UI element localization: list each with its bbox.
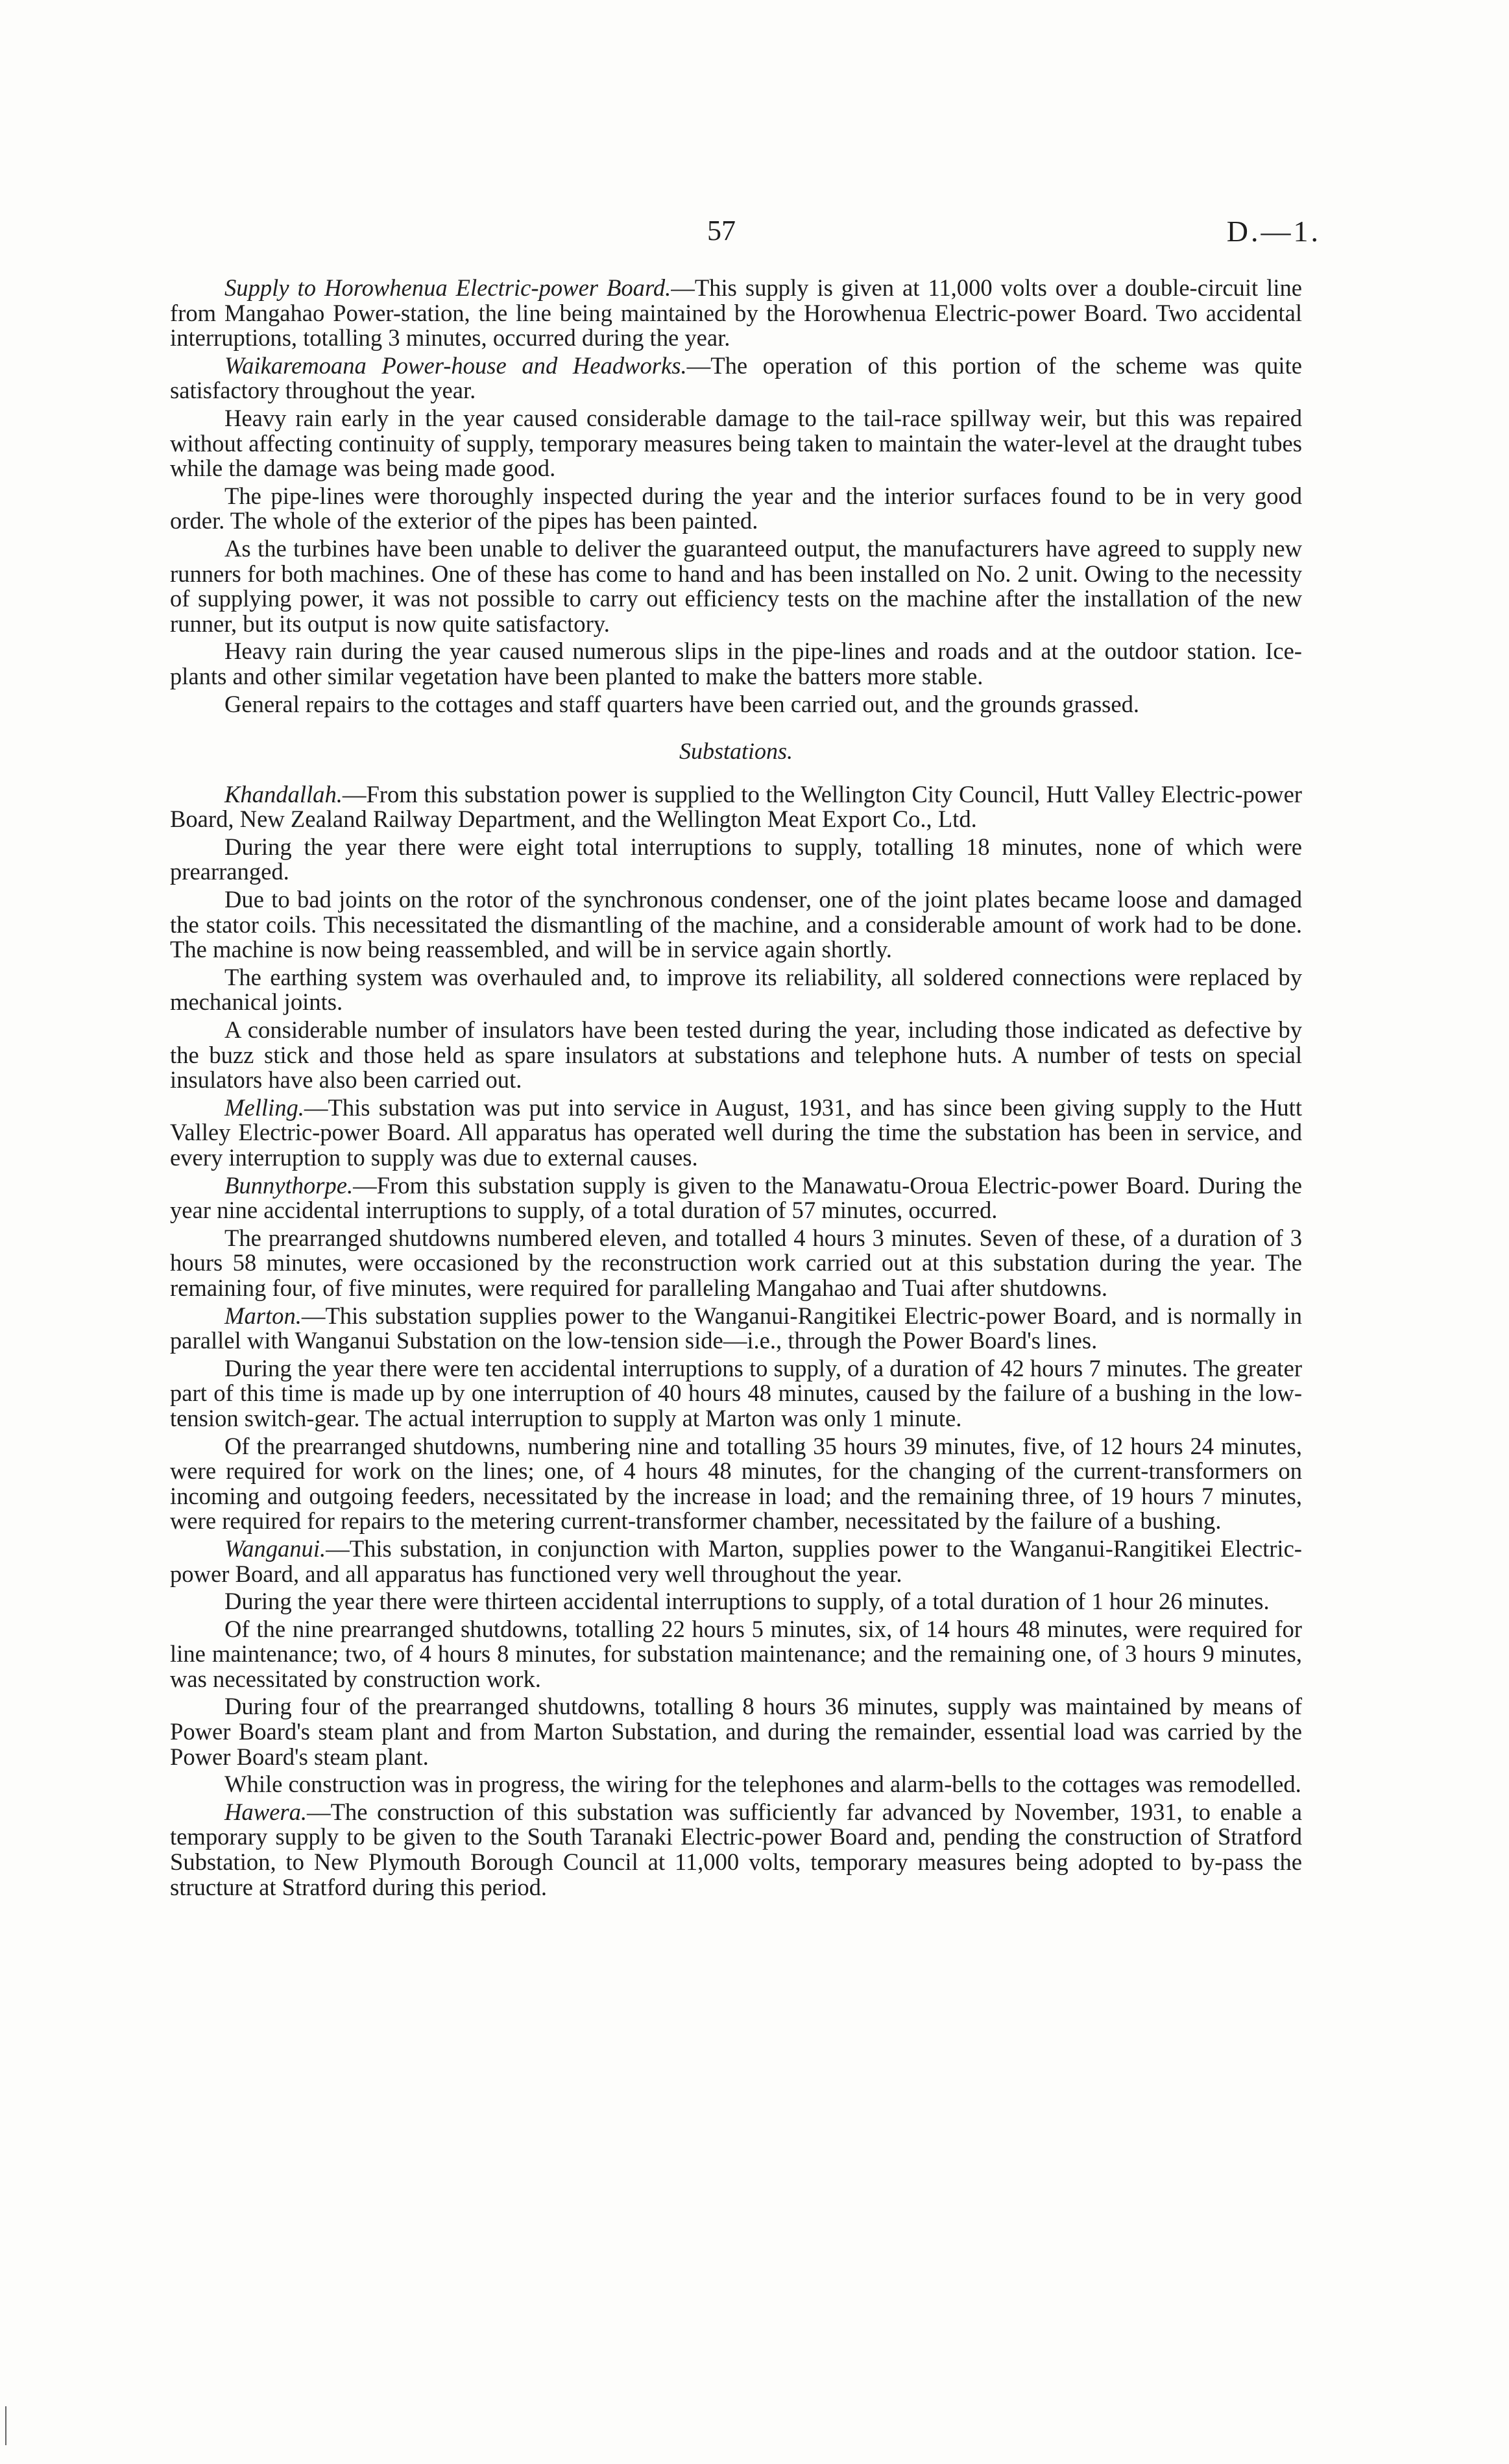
- paragraph-text: —From this substation supply is given to the Manawatu-Oroua Electric-power Board. During the year nine accidental interruptions to supply, of a total duration of 57 minutes, occurred.: [170, 1171, 1302, 1224]
- paragraph: [170, 1173, 1302, 1223]
- paragraph: [170, 639, 1302, 689]
- document-reference: D.—1.: [1226, 215, 1321, 248]
- paragraph: [170, 1018, 1302, 1093]
- substations-section: [170, 782, 1302, 1900]
- paragraph-text: —From this substation power is supplied to the Wellington City Council, Hutt Valley Electric-power Board, New Zealand Railway Department, and the Wellington Meat Export Co., Ltd.: [170, 780, 1302, 833]
- paragraph-lead: Bunnythorpe.: [224, 1171, 354, 1199]
- paragraph-text: Heavy rain early in the year caused considerable damage to the tail-race spillway weir, but this was repaired without affecting continuity of supply, temporary measures being taken to maintain the water-level at the draught tubes while the damage was being made good.: [170, 404, 1302, 482]
- paragraph-text: Of the nine prearranged shutdowns, totalling 22 hours 5 minutes, six, of 14 hours 48 minutes, were required for line maintenance; two, of 4 hours 8 minutes, for substation maintenance; and the remaining one, of 3 hours 9 minutes, was necessitated by construction work.: [170, 1615, 1302, 1692]
- paragraph-text: —This substation was put into service in August, 1931, and has since been giving supply to the Hutt Valley Electric-power Board. All apparatus has operated well during the time the substation has been in service, and every interruption to supply was due to external causes.: [170, 1094, 1302, 1171]
- paragraph-text: During the year there were ten accidental interruptions to supply, of a duration of 42 hours 7 minutes. The greater part of this time is made up by one interruption of 40 hours 48 minutes, caused by the failure of a bushing in the low-tension switch-gear. The actual interruption to supply at Marton was only 1 minute.: [170, 1354, 1302, 1431]
- paragraph-lead: Khandallah.: [224, 780, 343, 807]
- paragraph: [170, 406, 1302, 481]
- paragraph: [170, 1537, 1302, 1586]
- paragraph: [170, 1434, 1302, 1534]
- paragraph: [170, 1800, 1302, 1900]
- paragraph-text: During four of the prearranged shutdowns, totalling 8 hours 36 minutes, supply was maintained by means of Power Board's steam plant and from Marton Substation, and during the remainder, essential load was carried by the Power Board's steam plant.: [170, 1693, 1302, 1770]
- paragraph: [170, 1356, 1302, 1431]
- paragraph-text: —The operation of this portion of the scheme was quite satisfactory throughout the year.: [170, 352, 1302, 404]
- paragraph-text: —This substation supplies power to the Wanganui-Rangitikei Electric-power Board, and is normally in parallel with Wanganui Substation on the low-tension side—i.e., through the Power Board's lines.: [170, 1302, 1302, 1354]
- paragraph: [170, 1304, 1302, 1354]
- paragraph-text: Heavy rain during the year caused numerous slips in the pipe-lines and roads and at the outdoor station. Ice-plants and other similar vegetation have been planted to make the batters more stable.: [170, 638, 1302, 689]
- page-header: [0, 214, 1509, 259]
- paragraph-lead: Waikaremoana Power-house and Headworks.: [224, 352, 687, 379]
- paragraph-text: The earthing system was overhauled and, to improve its reliability, all soldered connections were replaced by mechanical joints.: [170, 963, 1302, 1016]
- paragraph: [170, 1694, 1302, 1769]
- paragraph: [170, 353, 1302, 403]
- paragraph-lead: Melling.: [224, 1094, 304, 1121]
- paragraph: [170, 835, 1302, 885]
- paragraph-text: During the year there were eight total interruptions to supply, totalling 18 minutes, none of which were prearranged.: [170, 833, 1302, 885]
- paragraph-text: —The construction of this substation was sufficiently far advanced by November, 1931, to enable a temporary supply to be given to the South Taranaki Electric-power Board and, pending the construction of Stratford Substation, to New Plymouth Borough Council at 11,000 volts, temporary measures being adopted to by-pass the structure at Stratford during this period.: [170, 1798, 1302, 1900]
- paragraph: [170, 1617, 1302, 1692]
- paragraph: [170, 276, 1302, 351]
- paragraph-text: General repairs to the cottages and staff quarters have been carried out, and the grounds grassed.: [224, 690, 1140, 717]
- paragraph: [170, 1226, 1302, 1301]
- paragraph-text: —This supply is given at 11,000 volts over a double-circuit line from Mangahao Power-station, the line being maintained by the Horowhenua Electric-power Board. Two accidental interruptions, totalling 3 minutes, occurred during the year.: [170, 274, 1303, 352]
- page-number: 57: [707, 215, 736, 246]
- paragraph-lead: Hawera.: [224, 1798, 308, 1825]
- paragraph: [170, 484, 1302, 534]
- paragraph: [170, 692, 1302, 717]
- paragraph: [170, 965, 1302, 1015]
- paragraph-text: Due to bad joints on the rotor of the synchronous condenser, one of the joint plates became loose and damaged the stator coils. This necessitated the dismantling of the machine, and a considerable amount of work had to be done. The machine is now being reassembled, and will be in service again shortly.: [170, 886, 1302, 963]
- paragraph-text: Of the prearranged shutdowns, numbering nine and totalling 35 hours 39 minutes, five, of 12 hours 24 minutes, were required for work on the lines; one, of 4 hours 48 minutes, for the changing of the current-transformers on incoming and outgoing feeders, necessitated by the increase in load; and the remaining three, of 19 hours 7 minutes, were required for repairs to the metering current-transformer chamber, necessitated by the failure of a bushing.: [170, 1432, 1302, 1535]
- paragraph-text: During the year there were thirteen accidental interruptions to supply, of a total duration of 1 hour 26 minutes.: [224, 1588, 1270, 1615]
- section-heading-substations: Substations.: [679, 738, 793, 765]
- paragraph: [170, 536, 1302, 636]
- paragraph: [170, 1095, 1302, 1171]
- margin-mark: [5, 2406, 6, 2445]
- paragraph: [170, 1589, 1302, 1614]
- paragraph-text: The pipe-lines were thoroughly inspected during the year and the interior surfaces found to be in very good order. The whole of the exterior of the pipes has been painted.: [170, 482, 1302, 534]
- paragraph-text: —This substation, in conjunction with Marton, supplies power to the Wanganui-Rangitikei Electric-power Board, and all apparatus has functioned very well throughout the year.: [170, 1535, 1302, 1587]
- paragraph-text: A considerable number of insulators have been tested during the year, including those indicated as defective by the buzz stick and those held as spare insulators at substations and telephone huts. A number of tests on special insulators have also been carried out.: [170, 1016, 1302, 1094]
- paragraph-text: While construction was in progress, the wiring for the telephones and alarm-bells to the cottages was remodelled.: [224, 1771, 1301, 1798]
- paragraph: [170, 782, 1302, 832]
- paragraph: [170, 887, 1302, 963]
- paragraph: [170, 1772, 1302, 1797]
- page-body: [170, 276, 1302, 1902]
- power-house-section: [170, 276, 1302, 717]
- paragraph-lead: Supply to Horowhenua Electric-power Board.: [224, 274, 671, 301]
- paragraph-text: As the turbines have been unable to deliver the guaranteed output, the manufacturers have agreed to supply new runners for both machines. One of these has come to hand and has been installed on No. 2 unit. Owing to the necessity of supplying power, it was not possible to carry out efficiency tests on the machine after the installation of the new runner, but its output is now quite satisfactory.: [170, 534, 1302, 637]
- paragraph-text: The prearranged shutdowns numbered eleven, and totalled 4 hours 3 minutes. Seven of these, of a duration of 3 hours 58 minutes, were occasioned by the reconstruction work carried out at this substation during the year. The remaining four, of five minutes, were required for paralleling Mangahao and Tuai after shutdowns.: [170, 1224, 1302, 1301]
- paragraph-lead: Marton.: [224, 1302, 302, 1329]
- paragraph-lead: Wanganui.: [224, 1535, 326, 1562]
